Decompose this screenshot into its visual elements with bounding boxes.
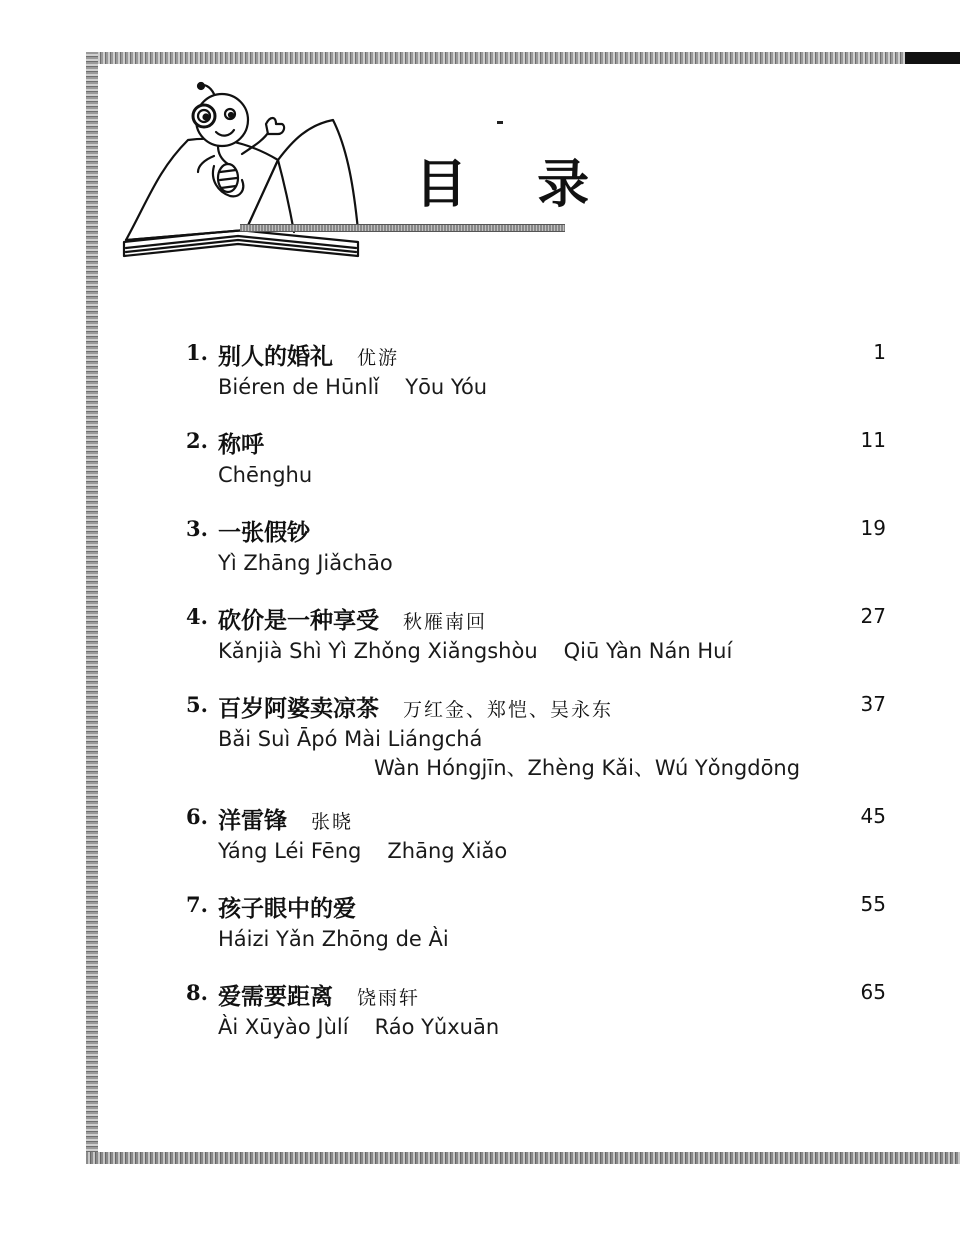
entry-number: 6. bbox=[186, 804, 208, 829]
entry-number: 4. bbox=[186, 604, 208, 629]
page-frame-corner bbox=[905, 52, 960, 64]
entry-pinyin-title: Yì Zhāng Jiǎchāo bbox=[218, 551, 393, 575]
page-title: 目 录 bbox=[415, 155, 616, 215]
entry-number: 3. bbox=[186, 516, 208, 541]
entry-pinyin-title: Bǎi Suì Āpó Mài Liángchá bbox=[218, 727, 483, 751]
title-underline bbox=[240, 224, 565, 232]
entry-pinyin-title: Kǎnjià Shì Yì Zhǒng Xiǎngshòu bbox=[218, 639, 538, 663]
toc-entry[interactable] bbox=[186, 602, 886, 666]
entry-pinyin-title: Háizi Yǎn Zhōng de Ài bbox=[218, 927, 449, 951]
entry-number: 8. bbox=[186, 980, 208, 1005]
entry-pinyin-author: Wàn Hóngjīn、Zhèng Kǎi、Wú Yǒngdōng bbox=[374, 756, 801, 780]
entry-title[interactable]: 洋雷锋 张晓 bbox=[218, 808, 354, 834]
entry-title[interactable]: 孩子眼中的爱 bbox=[218, 896, 356, 922]
entry-author: 张晓 bbox=[311, 811, 354, 833]
toc-entry[interactable] bbox=[186, 426, 886, 490]
entry-page-number: 19 bbox=[860, 516, 886, 540]
entry-page-number: 11 bbox=[860, 428, 886, 452]
toc-entry[interactable] bbox=[186, 802, 886, 866]
entry-pinyin-author: Zhāng Xiǎo bbox=[387, 839, 508, 863]
toc-entry[interactable] bbox=[186, 978, 886, 1042]
page-frame-top bbox=[86, 52, 960, 64]
entry-title[interactable]: 砍价是一种享受 秋雁南回 bbox=[218, 608, 488, 634]
entry-author: 秋雁南回 bbox=[403, 611, 488, 633]
entry-pinyin-title: Chēnghu bbox=[218, 463, 313, 487]
entry-pinyin-title: Yáng Léi Fēng bbox=[218, 839, 362, 863]
toc-entry[interactable] bbox=[186, 890, 886, 954]
scan-speck bbox=[497, 121, 503, 124]
page-frame-bottom bbox=[86, 1152, 960, 1164]
toc-entry[interactable] bbox=[186, 514, 886, 578]
page-frame-left bbox=[86, 52, 98, 1164]
entry-title[interactable]: 一张假钞 bbox=[218, 520, 310, 546]
entry-author: 饶雨轩 bbox=[357, 987, 421, 1009]
entry-number: 1. bbox=[186, 340, 208, 365]
table-of-contents bbox=[186, 338, 886, 1042]
entry-number: 7. bbox=[186, 892, 208, 917]
entry-page-number: 65 bbox=[860, 980, 886, 1004]
toc-entry[interactable] bbox=[186, 690, 886, 782]
entry-page-number: 55 bbox=[860, 892, 886, 916]
entry-number: 2. bbox=[186, 428, 208, 453]
entry-pinyin-author: Ráo Yǔxuān bbox=[374, 1015, 500, 1039]
toc-entry[interactable] bbox=[186, 338, 886, 402]
entry-title[interactable]: 称呼 bbox=[218, 432, 264, 458]
entry-title[interactable]: 爱需要距离 饶雨轩 bbox=[218, 984, 421, 1010]
entry-author: 优游 bbox=[357, 347, 400, 369]
entry-author: 万红金、郑恺、吴永东 bbox=[403, 699, 614, 721]
entry-page-number: 45 bbox=[860, 804, 886, 828]
entry-page-number: 37 bbox=[860, 692, 886, 716]
entry-pinyin-author: Yōu Yóu bbox=[405, 375, 488, 399]
entry-page-number: 27 bbox=[860, 604, 886, 628]
entry-pinyin-title: Ài Xūyào Jùlí bbox=[218, 1015, 349, 1039]
entry-title[interactable]: 百岁阿婆卖凉茶 万红金、郑恺、吴永东 bbox=[218, 696, 614, 722]
entry-pinyin-title: Biéren de Hūnlǐ bbox=[218, 375, 380, 399]
entry-pinyin-author: Qiū Yàn Nán Huí bbox=[563, 639, 733, 663]
entry-title[interactable]: 别人的婚礼 优游 bbox=[218, 344, 400, 370]
entry-number: 5. bbox=[186, 692, 208, 717]
entry-page-number: 1 bbox=[873, 340, 886, 364]
